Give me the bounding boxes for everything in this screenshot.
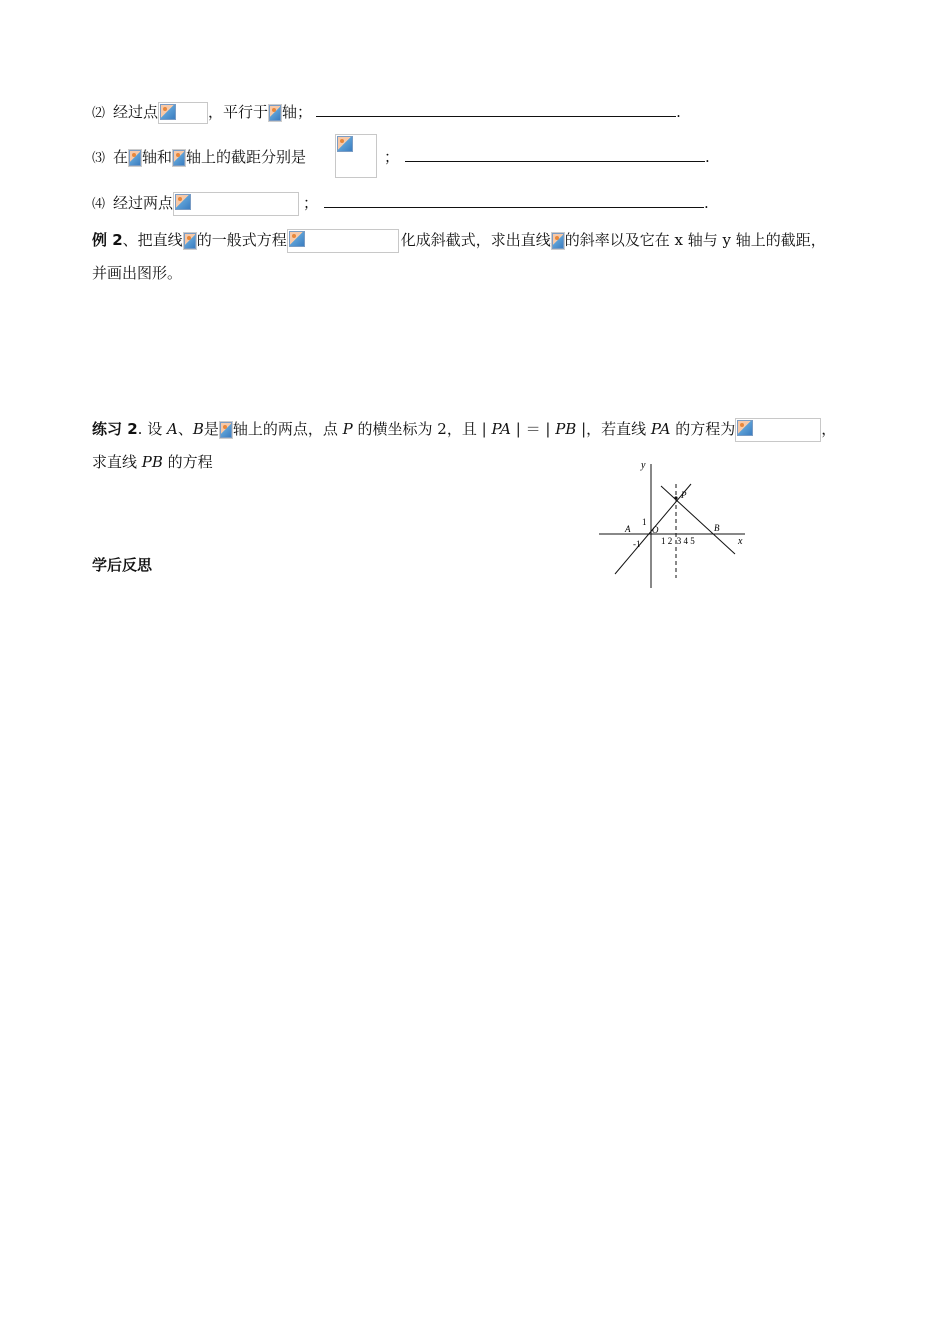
period: . [704, 194, 709, 212]
formula-image [335, 134, 377, 178]
question-text: ； [384, 148, 400, 166]
segment-pb: PB [555, 420, 577, 438]
formula-image [287, 229, 399, 253]
line-pa: PA [650, 420, 671, 438]
period: . [676, 103, 681, 121]
tick-x-labels: 1 2 3 4 5 [661, 536, 695, 546]
broken-image-icon [289, 231, 305, 247]
question-number: ⑶ [92, 151, 106, 166]
reflection-title: 学后反思 [92, 556, 153, 574]
practice-text: ， [821, 420, 837, 438]
formula-image [158, 102, 208, 124]
question-text: 经过点 [113, 103, 159, 121]
point-p-label: P [681, 490, 687, 500]
tick-y-one: 1 [642, 517, 647, 527]
reflection-heading [92, 554, 152, 575]
formula-image [172, 149, 186, 167]
question-text: 轴上的截距分别是 [186, 148, 307, 166]
broken-image-icon [220, 422, 232, 438]
point-b-label: B [714, 523, 720, 533]
practice-text: 是 [203, 420, 219, 438]
origin-label: O [652, 525, 659, 535]
point-a-label: A [625, 524, 631, 534]
question-text: 轴； [282, 103, 313, 121]
broken-image-icon [269, 105, 281, 121]
broken-image-icon [129, 150, 141, 166]
question-2 [92, 101, 681, 124]
example-text: 并画出图形。 [92, 264, 183, 282]
practice-text: 轴上的两点，点 [232, 420, 343, 438]
line-pb: PB [141, 453, 163, 471]
example-text: 、把直线 [122, 231, 183, 249]
question-text: ； [303, 194, 319, 212]
practice-text: | ＝ | [511, 420, 556, 438]
coordinate-figure [595, 456, 755, 591]
example-2-line-2 [92, 262, 182, 283]
practice-2-line-2 [92, 451, 213, 472]
practice-text: 的横坐标为 2，且 | [352, 420, 492, 438]
broken-image-icon [552, 233, 564, 249]
broken-image-icon [737, 420, 753, 436]
example-text: 的斜率以及它在 x 轴与 y 轴上的截距， [564, 231, 826, 249]
question-text: 经过两点 [113, 194, 174, 212]
period: . [705, 148, 710, 166]
tick-x-neg-one: -1 [633, 539, 641, 549]
question-4 [92, 192, 709, 216]
broken-image-icon [175, 194, 191, 210]
point-b: B [192, 420, 204, 438]
practice-label: 练习 2 [92, 420, 138, 438]
point-p-dot [674, 496, 677, 499]
example-text: 的一般式方程 [196, 231, 287, 249]
broken-image-icon [337, 136, 353, 152]
example-label: 例 2 [92, 231, 123, 249]
point-a: A [166, 420, 178, 438]
example-text: 化成斜截式，求出直线 [400, 231, 551, 249]
practice-2 [92, 418, 836, 442]
question-number: ⑵ [92, 106, 106, 121]
question-text: 轴和 [142, 148, 173, 166]
formula-image [219, 421, 233, 439]
answer-blank [316, 102, 676, 117]
practice-text: |，若直线 [576, 420, 651, 438]
question-text: 在 [113, 148, 129, 166]
answer-blank [405, 147, 705, 162]
answer-blank [324, 193, 704, 208]
practice-text: 的方程为 [670, 420, 736, 438]
formula-image [551, 232, 565, 250]
x-axis-label: x [738, 536, 743, 547]
y-axis-label: y [641, 460, 646, 471]
point-p: P [342, 420, 353, 438]
broken-image-icon [184, 233, 196, 249]
formula-image [173, 192, 299, 216]
segment-pa: PA [491, 420, 511, 438]
practice-text: 的方程 [162, 453, 213, 471]
broken-image-icon [173, 150, 185, 166]
practice-text: 、 [177, 420, 193, 438]
formula-image [183, 232, 197, 250]
question-number: ⑷ [92, 197, 106, 212]
practice-text: 求直线 [92, 453, 142, 471]
example-2 [92, 229, 826, 253]
question-text: ，平行于 [208, 103, 269, 121]
formula-image [128, 149, 142, 167]
broken-image-icon [160, 104, 176, 120]
formula-image [268, 104, 282, 122]
formula-image [735, 418, 821, 442]
practice-text: . 设 [137, 420, 167, 438]
